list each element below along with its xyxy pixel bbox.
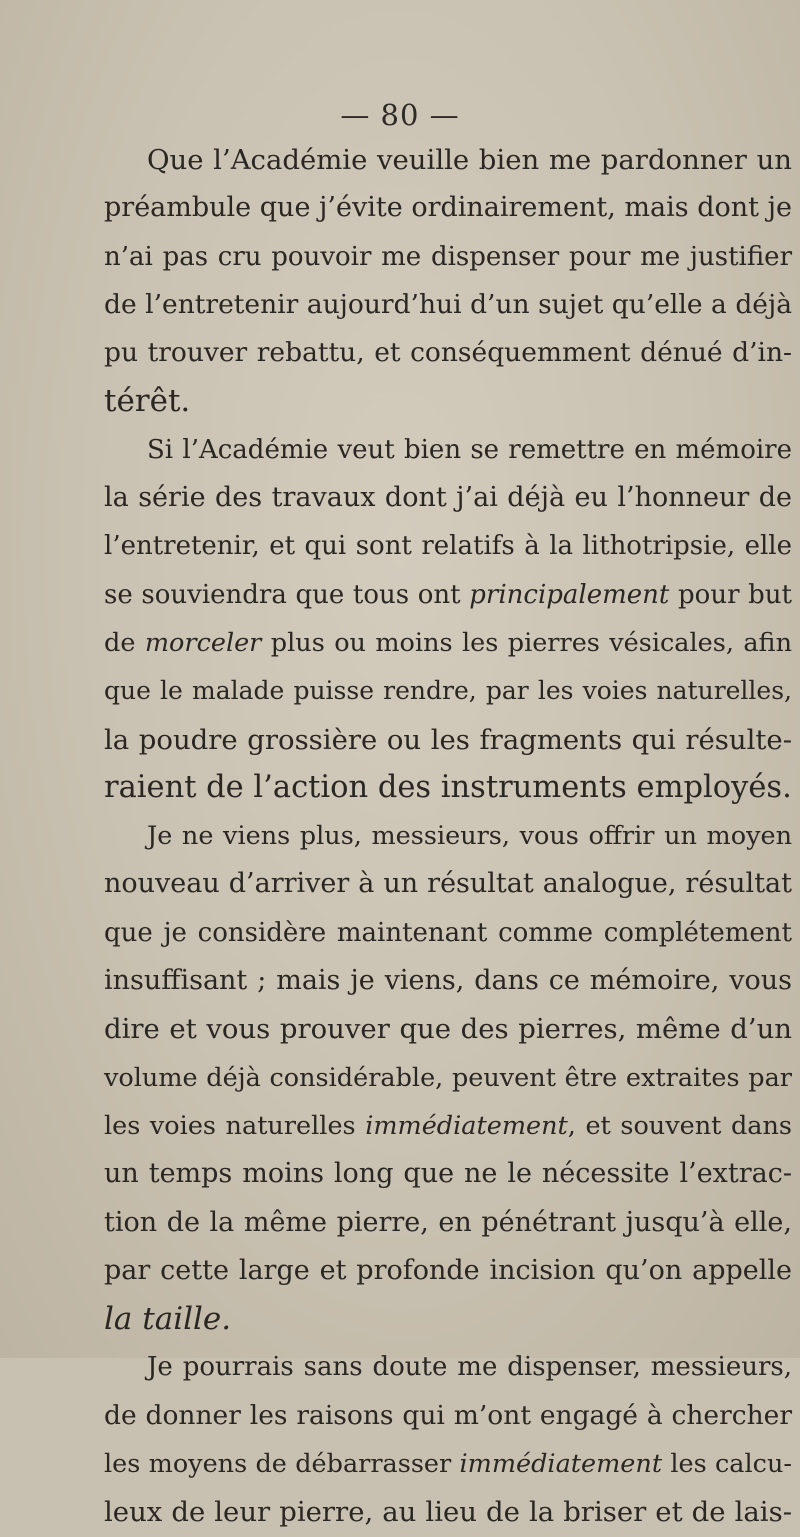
page-number: — 80 — xyxy=(340,98,460,132)
text-line: leux de leur pierre, au lieu de la briser et de lais- xyxy=(104,1496,792,1529)
text-line: un temps moins long que ne le nécessite l’extrac- xyxy=(104,1158,792,1190)
italic-word: morceler xyxy=(144,627,262,658)
text-line: Je ne viens plus, messieurs, vous offrir un moyen xyxy=(147,821,792,852)
text-line: que je considère maintenant comme complétement xyxy=(104,917,792,948)
text-run: plus ou moins les pierres vésicales, afin xyxy=(261,627,792,658)
text-line: dire et vous prouver que des pierres, même d’un xyxy=(104,1013,792,1046)
text-line xyxy=(104,1440,792,1488)
italic-word: la taille. xyxy=(104,1301,232,1338)
text-run: , et souvent dans xyxy=(567,1110,792,1141)
text-line: que le malade puisse rendre, par les voies naturelles, xyxy=(104,676,792,706)
text-line: pu trouver rebattu, et conséquemment dénué d’in- xyxy=(104,337,792,369)
text-line xyxy=(104,619,792,667)
text-line: térêt. xyxy=(104,383,191,420)
text-line: de donner les raisons qui m’ont engagé à chercher xyxy=(104,1399,792,1431)
text-line: Si l’Académie veut bien se remettre en mémoire xyxy=(147,434,792,465)
text-line xyxy=(104,1295,792,1343)
text-run: de xyxy=(104,627,145,658)
text-line: volume déjà considérable, peuvent être extraites par xyxy=(104,1062,792,1093)
text-line: insuffisant ; mais je viens, dans ce mémoire, vous xyxy=(104,965,792,997)
text-run: les voies naturelles xyxy=(104,1110,366,1141)
text-run: se souviendra que tous ont xyxy=(104,579,470,610)
text-line: par cette large et profonde incision qu’on appelle xyxy=(104,1254,792,1286)
text-line: la poudre grossière ou les fragments qui résulte- xyxy=(104,723,792,756)
text-line: nouveau d’arriver à un résultat analogue, résultat xyxy=(104,868,792,900)
text-line: n’ai pas cru pouvoir me dispenser pour me justifier xyxy=(104,241,792,272)
text-run: les moyens de débarrasser xyxy=(104,1449,460,1480)
text-line: raient de l’action des instruments employés. xyxy=(104,769,792,805)
text-run: les calcu- xyxy=(662,1449,792,1480)
italic-word: principalement xyxy=(469,579,670,610)
italic-word: immédiatement xyxy=(365,1110,568,1141)
text-line xyxy=(104,1102,792,1150)
text-line: Que l’Académie veuille bien me pardonner un xyxy=(147,144,792,176)
page-body xyxy=(104,136,792,1537)
text-line: tion de la même pierre, en pénétrant jusqu’à elle, xyxy=(104,1206,792,1238)
text-line: Je pourrais sans doute me dispenser, messieurs, xyxy=(147,1352,792,1383)
text-line: préambule que j’évite ordinairement, mais dont je xyxy=(104,192,792,224)
text-line: la série des travaux dont j’ai déjà eu l’honneur de xyxy=(104,482,792,514)
text-run: pour but xyxy=(669,579,792,610)
text-line xyxy=(104,571,792,619)
text-line: l’entretenir, et qui sont relatifs à la lithotripsie, elle xyxy=(104,531,792,562)
text-line: de l’entretenir aujourd’hui d’un sujet qu’elle a déjà xyxy=(104,288,792,320)
italic-word: immédiatement xyxy=(459,1449,663,1480)
